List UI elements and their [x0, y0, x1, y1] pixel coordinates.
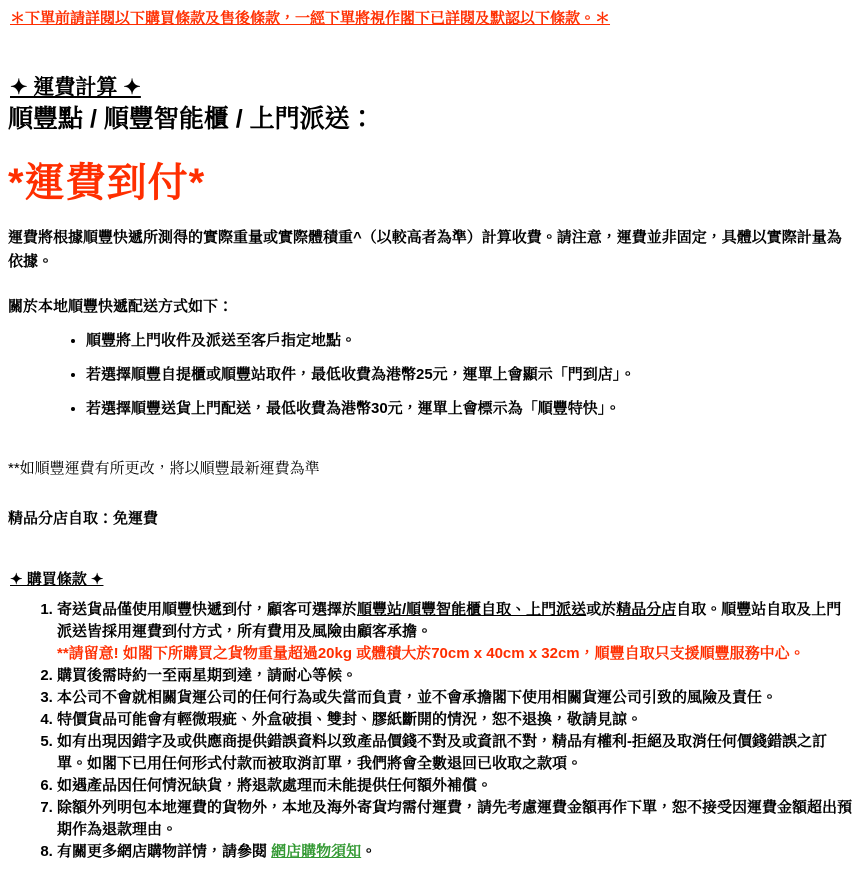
- term-item-out-of-stock: 6. 如遇產品因任何情況缺貨，將退款處理而未能提供任何額外補償。: [57, 775, 853, 797]
- term-item-pricing-errors: 5. 如有出現因錯字及或供應商提供錯誤資料以致產品價錢不對及或資訊不對，精品有權利-拒絕及取消任何價錢錯誤之訂單。如閣下已用任何形式付款而被取消訂單，我們將會全數退回已收取之款項。: [57, 731, 853, 775]
- freight-basis-paragraph: 運費將根據順豐快遞所測得的實際重量或實際體積重^（以較高者為準）計算收費。請注意，運費並非固定，具體以實際計量為依據。: [8, 229, 842, 270]
- term8-text-start: 有關更多網店購物詳情，請參閱: [57, 843, 272, 860]
- purchase-terms-list: [8, 599, 853, 863]
- term-item-freight-payment: 7. 除額外列明包本地運費的貨物外，本地及海外寄貨均需付運費，請先考慮運費金額再作下單，恕不接受因運費金額超出預期作為退款理由。: [57, 797, 853, 841]
- delivery-bullet-home-delivery: • 若選擇順豐送貨上門配送，最低收費為港幣30元，運單上會標示為「順豐特快」。: [86, 398, 853, 419]
- term-item-shipping-options: [57, 599, 853, 665]
- pre-order-notice: ＊下單前請詳閱以下購買條款及售後條款，一經下單將視作閣下已詳閱及默認以下條款。＊: [10, 10, 611, 27]
- shopping-guide-link[interactable]: 網店購物須知: [271, 843, 362, 860]
- delivery-options-list: [8, 330, 853, 419]
- delivery-bullet-locker-station: • 若選擇順豐自提櫃或順豐站取件，最低收費為港幣25元，運單上會顯示「門到店」。: [86, 364, 853, 385]
- delivery-methods-subheading: 順豐點 / 順豐智能櫃 / 上門派送：: [8, 105, 375, 133]
- term-item-delivery-time: 2. 購買後需時約一至兩星期到達，請耐心等候。: [57, 665, 853, 687]
- purchase-terms-heading: ✦ 購買條款 ✦: [10, 570, 104, 588]
- delivery-bullet-door-pickup: • 順豐將上門收件及派送至客戶指定地點。: [86, 330, 853, 351]
- store-pickup-free-note: 精品分店自取：免運費: [8, 510, 159, 527]
- term-item-more-info: [57, 841, 853, 863]
- term1-size-weight-warning: **請留意! 如閣下所購買之貨物重量超過20kg 或體積大於70cm x 40cm x 32cm，順豐自取只支援順豐服務中心。: [57, 645, 805, 662]
- shipping-calc-heading: ✦ 運費計算 ✦: [10, 75, 141, 99]
- term1-underlined-boutique: 精品分店: [616, 601, 677, 618]
- freight-change-note: **如順豐運費有所更改，將以順豐最新運費為準: [8, 459, 320, 477]
- term8-text-end: 。: [361, 843, 377, 860]
- term1-text-end: 自取。順豐站自取及上門派送皆採用運費到付方式，所有費用及風險由顧客承擔。: [57, 601, 842, 640]
- term1-underlined-sf-options: 順豐站/順豐智能櫃自取、上門派送: [357, 601, 587, 618]
- term-item-courier-liability: 3. 本公司不會就相關貨運公司的任何行為或失當而負責，並不會承擔閣下使用相關貨運公司引致的風險及責任。: [57, 687, 853, 709]
- term1-text-start: 寄送貨品僅使用順豐快遞到付，顧客可選擇於: [57, 601, 358, 618]
- freight-collect-heading: *運費到付*: [8, 161, 206, 205]
- term1-text-mid: 或於: [586, 601, 617, 618]
- local-delivery-intro: 關於本地順豐快遞配送方式如下：: [8, 298, 234, 315]
- term-item-discount-goods-condition: 4. 特價貨品可能會有輕微瑕疵、外盒破損、雙封、膠紙斷開的情況，恕不退換，敬請見諒。: [57, 709, 853, 731]
